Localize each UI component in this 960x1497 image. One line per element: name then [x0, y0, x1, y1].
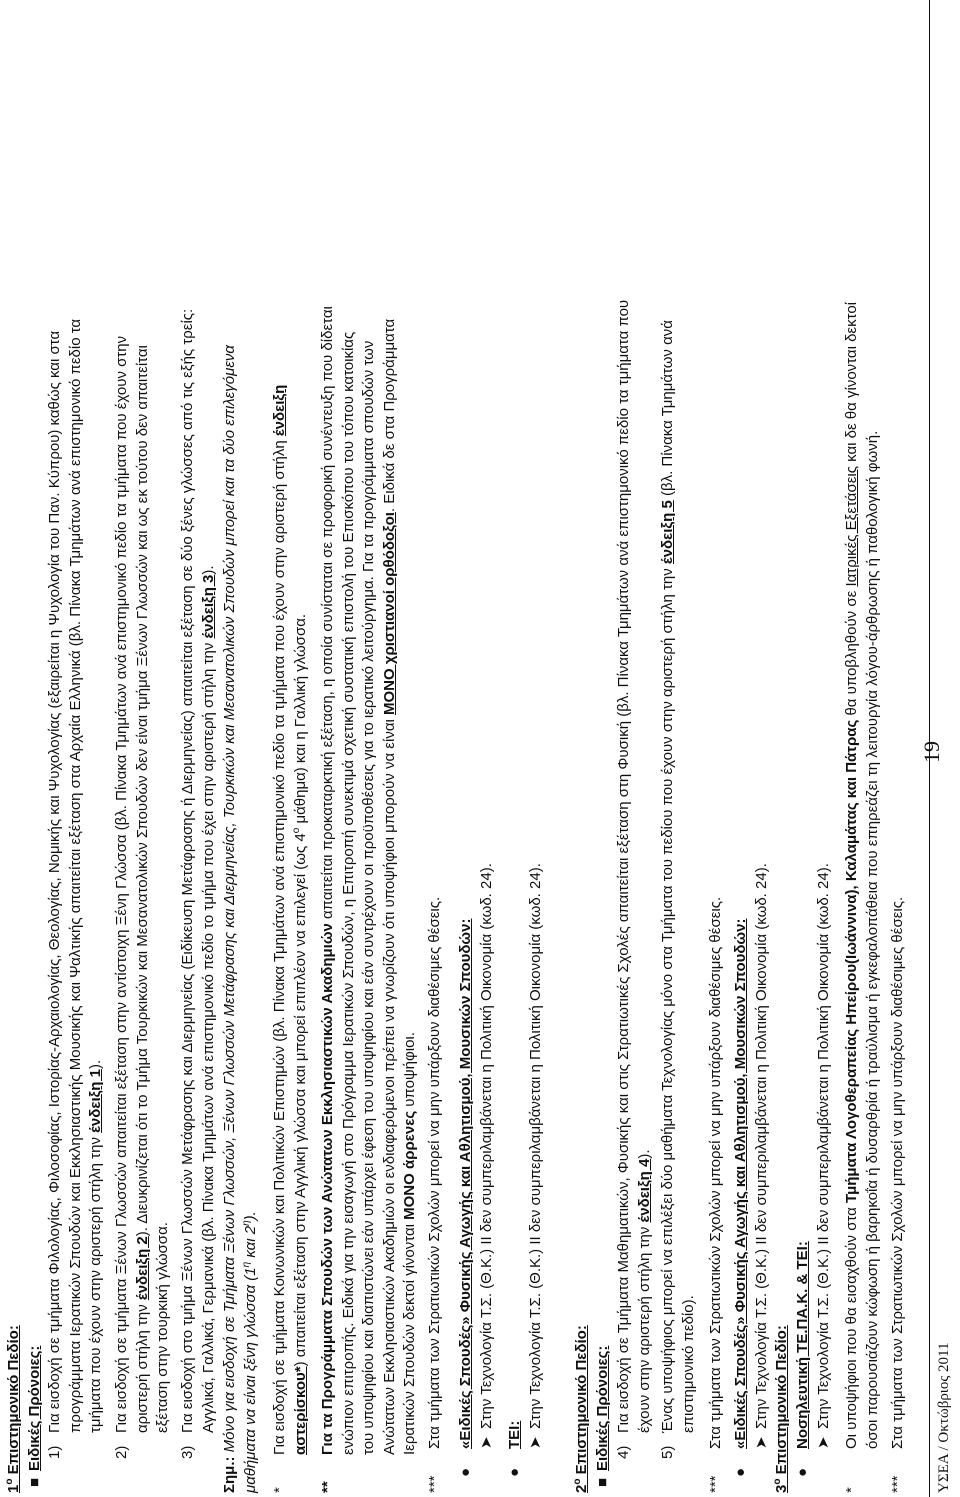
provision-5: 5) Ένας υποψήφιος μπορεί να επιλέξει δύο μαθήματα Τεχνολογίας μόνο στα Τμήματα του πεδίου που έχουν στην αριστερή στήλη την ένδειξη 5 (βλ. Πίνακα Τμημάτων ανά επιστημονικό πεδίο).: [659, 320, 697, 1459]
star-note-3-s3: *** Στα τμήματα των Στρατιωτικών Σχολών μπορεί να μην υπάρξουν διαθέσιμες θέσεις.: [889, 896, 906, 1493]
round-bullet-icon: ●: [506, 1467, 523, 1477]
section-3: [772, 1325, 793, 1493]
section-2: [572, 1325, 613, 1493]
section-3-title: $3^o$ Επιστημονικό Πεδίο:: [772, 1325, 790, 1493]
provision-3: 3) Για εισδοχή στο τμήμα Ξένων Γλωσσών Μετάφρασης και Διερμηνείας (Ειδίκευση Μετάφρασης ή Διερμηνείας) απαιτείται εξέταση σε δύο ξένες γλώσσες από τις εξής τρείς: Αγγλικά, Γαλλικά, Γερμανικά (βλ. Πίνακα Τμημάτων ανά επιστημονικό πεδίο το τμήμα που έχει στην αριστερή στήλη την ένδειξη 3).: [179, 308, 217, 1459]
star-note-3: *** Στα τμήματα των Στρατιωτικών Σχολών μπορεί να μην υπάρξουν διαθέσιμες θέσεις.: [426, 896, 443, 1493]
star-note-1: * Για εισδοχή σε τμήματα Κοινωνικών και Πολιτικών Επιστημών (βλ. Πίνακα Τμημάτων ανά επιστημονικό πεδίο τα τμήματα που έχουν στην αριστερή στήλη ένδειξη αστερίσκου*) απαιτείται εξέταση στην Αγγλική γλώσσα και μπορεί επιπλέον να επιλεγεί (ως $4^o$ μάθημα) και η Γαλλική γλώσσα.: [271, 384, 309, 1493]
section-2-title: $2^o$ Επιστημονικό Πεδίο:: [572, 1325, 590, 1493]
star-note-2: ** Για τα Προγράμματα Σπουδών των Ανώτατων Εκκλησιαστικών Ακαδημιών απαιτείται προκαταρκτική εξέταση, η οποία συνίσταται σε προφορική συνέντευξη που δίδεται ενώπιον επιτροπής. Ειδικά για την εισαγωγή στο Πρόγραμμα Ιερατικών Σπουδών, η Επιτροπή συνεκτιμά σχετική συστατική επιστολή του Επισκόπου του τόπου κατοικίας του υποψηφίου και διαπιστώνει εάν υπάρχει έφεση του υποψηφίου και εάν συντρέχουν οι προϋποθέσεις για το ιερατικό λειτούργημα. Για τα προγράμματα σπουδών των Ανώτατων Εκκλησιαστικών Ακαδημιών οι ενδιαφερόμενοι πρέπει να γνωρίζουν ότι υποψήφιοι μπορούν να είναι ΜΟΝΟ χριστιανοί ορθόδοξοι. Ειδικά δε στα Προγράμματα Ιερατικών Σπουδών δεκτοί γίνονται ΜΟΝΟ άρρενες υποψήφιοι.: [319, 306, 418, 1493]
provision-4: 4) Για εισδοχή σε Τμήματα Μαθηματικών, Φυσικής και στις Στρατιωτικές Σχολές απαιτείται εξέταση στη Φυσική (βλ. Πίνακα Τμημάτων ανά επιστημονικό πεδίο τα τμήματα που έχουν στην αριστερή στήλη την ένδειξη 4).: [615, 299, 653, 1459]
round-bullet-icon: ●: [457, 1467, 474, 1477]
section-1-special-title: ■ Ειδικές Πρόνοιες:: [25, 1325, 46, 1493]
round-bullet-icon: ●: [794, 1467, 811, 1477]
section-1: [4, 1325, 45, 1493]
star-note-1-s3: * Οι υποψήφιοι που θα εισαχθούν στα Τμήματα Λογοθεραπείας Ηπείρου(Ιωάννινα), Καλαμάτας και Πάτρας θα υποβληθούν σε Ιατρικές Εξετάσεις και δε θα γίνονται δεκτοί όσοι παρουσιάζουν κώφωση ή βαρηκοΐα ή δυσαρθρία ή τραύλισμα ή εγκεφαλοπάθεια που επηρεάζει τη λειτουργία λόγου-άρθρωσης ή παθολογική φωνή.: [843, 302, 881, 1493]
note-block: Σημ.: Μόνο για εισδοχή σε Τμήματα Ξένων Γλωσσών, Ξένων Γλωσσών Μετάφρασης και Διερμηνείας, Τουρκικών και Μεσανατολικών Σπουδών μπορεί και τα δύο επιλεγόμενα μαθήματα να είναι ξένη γλώσσα ($1^\eta$ και $2^\eta$).: [221, 345, 259, 1493]
bullet-tei: ● ΤΕΙ: ➤ Στην Τεχνολογία Τ.Σ. (Θ.Κ.) ΙΙ δεν συμπεριλαμβάνεται η Πολιτική Οικονομία (κωδ. 24).: [505, 863, 546, 1449]
square-bullet-icon: ■: [593, 1477, 611, 1487]
arrow-bullet-icon: ➤: [477, 1436, 495, 1449]
page-number: 19: [919, 741, 944, 763]
bullet-nursing: ● Νοσηλευτική ΤΕ.ΠΑ.Κ. & ΤΕΙ: ➤ Στην Τεχνολογία Τ.Σ. (Θ.Κ.) ΙΙ δεν συμπεριλαμβάνεται η Πολιτική Οικονομία (κωδ. 24).: [793, 863, 834, 1449]
bullet-special-studies: ● «Ειδικές Σπουδές» Φυσικής Αγωγής και Αθλητισμού, Μουσικών Σπουδών: ➤ Στην Τεχνολογία Τ.Σ. (Θ.Κ.) ΙΙ δεν συμπεριλαμβάνεται η Πολιτική Οικονομία (κωδ. 24).: [456, 863, 497, 1449]
section-1-title: $1^o$ Επιστημονικό Πεδίο:: [4, 1325, 22, 1493]
round-bullet-icon: ●: [732, 1467, 749, 1477]
provision-2: 2) Για εισδοχή σε τμήματα Ξένων Γλωσσών απαιτείται εξέταση στην αντίστοιχη Ξένη Γλώσσα (βλ. Πίνακα Τμημάτων ανά επιστημονικό πεδίο τα τμήματα που έχουν στην αριστερή στήλη την ένδειξη 2). Διευκρινίζεται ότι το Τμήμα Τουρκικών και Μεσανατολικών Σπουδών δεν είναι τμήμα Ξένων Γλωσσών και ως εκ τούτου δεν απαιτείται εξέταση στην τουρκική γλώσσα.: [113, 335, 171, 1459]
footer-left-text: ΥΣΕΑ / Οκτώβριος 2011: [936, 1342, 952, 1493]
section-2-special-title: ■ Ειδικές Πρόνοιες:: [593, 1325, 614, 1493]
footer: [929, 0, 956, 1497]
arrow-bullet-icon: ➤: [752, 1436, 770, 1449]
star-note-3-s2: *** Στα τμήματα των Στρατιωτικών Σχολών μπορεί να μην υπάρξουν διαθέσιμες θέσεις.: [707, 896, 724, 1493]
square-bullet-icon: ■: [25, 1477, 43, 1487]
arrow-bullet-icon: ➤: [526, 1436, 544, 1449]
provision-1: 1) Για εισδοχή σε τμήματα Φιλολογίας, Φιλοσοφίας, Ιστορίας-Αρχαιολογίας, Θεολογίας, Νομικής και Ψυχολογίας (εξαιρείται η Ψυχολογία του Παν. Κύπρου) καθώς και στα προγράμματα Ιερατικών Σπουδών και Εκκλησιαστικής Μουσικής και Ψαλτικής απαιτείται εξέταση στα Αρχαία Ελληνικά (βλ. Πίνακα Τμημάτων ανά επιστημονικό πεδίο τα τμήματα που έχουν στην αριστερή στήλη την ένδειξη 1).: [46, 318, 104, 1459]
arrow-bullet-icon: ➤: [814, 1436, 832, 1449]
bullet-special-studies-s2: ● «Ειδικές Σπουδές» Φυσικής Αγωγής και Αθλητισμού, Μουσικών Σπουδών: ➤ Στην Τεχνολογία Τ.Σ. (Θ.Κ.) ΙΙ δεν συμπεριλαμβάνεται η Πολιτική Οικονομία (κωδ. 24).: [731, 863, 772, 1449]
